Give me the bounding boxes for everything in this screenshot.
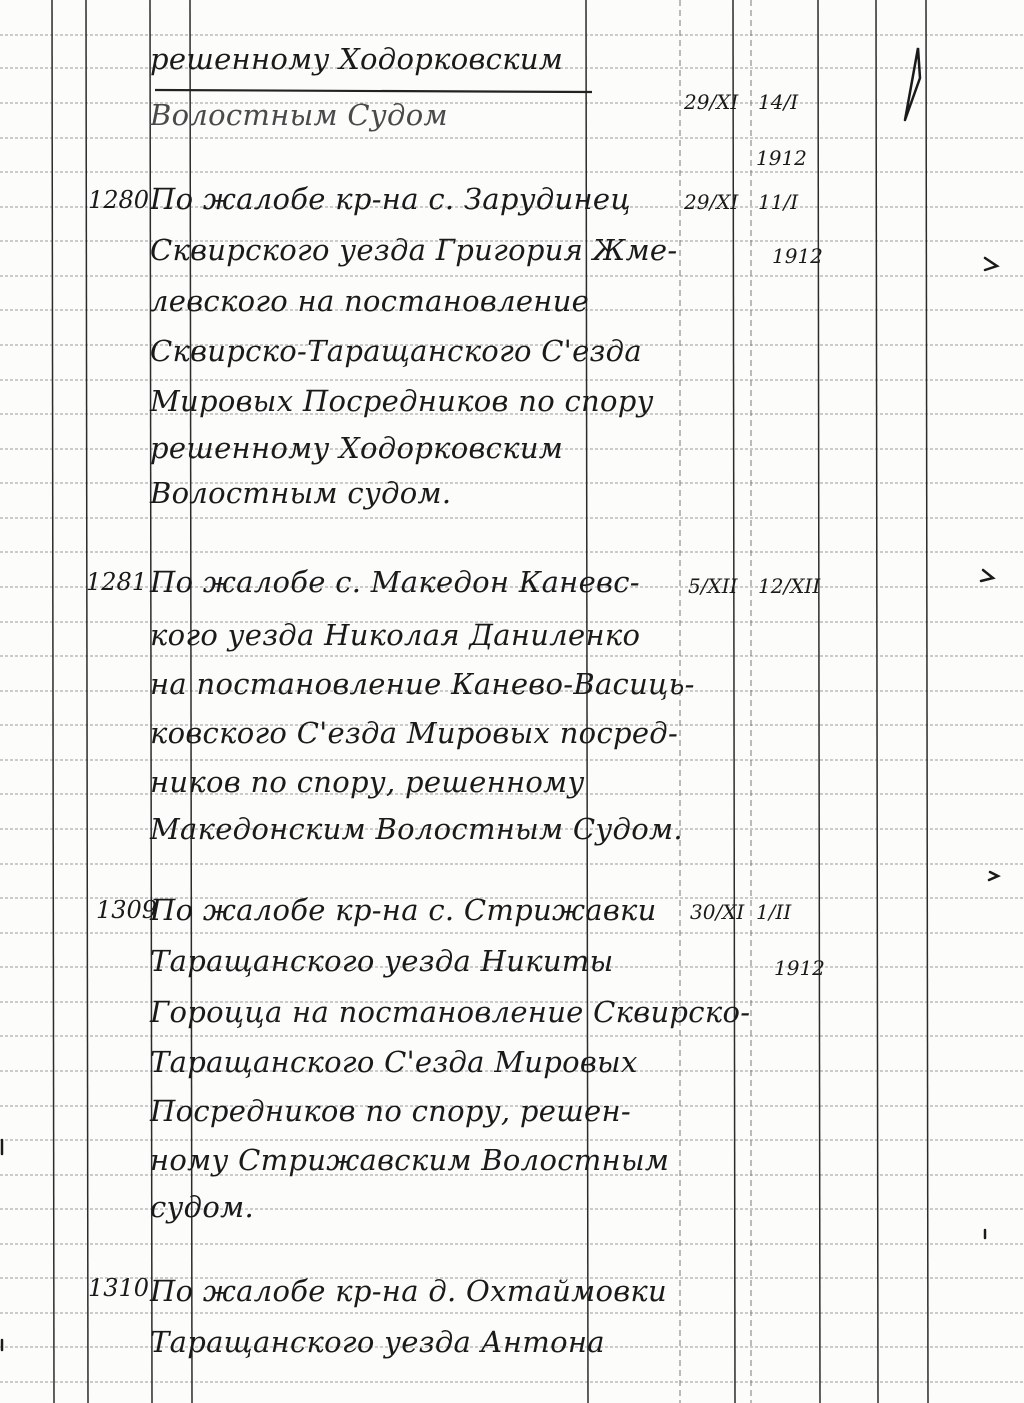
entry-2-line-1: По жалобе с. Македон Каневс- [150,565,640,599]
entry-3-line-7: судом. [150,1190,254,1224]
entry-2-line-2: кого уезда Николая Даниленко [150,618,641,652]
entry-1-line-5: Мировых Посредников по спору [150,384,654,418]
entry-0-line-2: Волостным Судом [150,98,448,132]
entry-1-line-1: По жалобе кр-на с. Зарудинец [150,182,631,216]
entry-1-line-6: решенному Ходорковским [150,431,564,465]
entry-0-date-decided: 14/I [758,90,799,114]
entry-3-date-decided: 1/II [756,900,792,924]
entry-0-year: 1912 [756,146,807,170]
entry-3-line-5: Посредников по спору, решен- [150,1094,631,1128]
entry-2-line-5: ников по спору, решенному [150,765,585,799]
entry-1-line-3: левского на постановление [150,284,590,318]
entry-2-line-6: Македонским Волостным Судом. [150,812,683,846]
entry-2-date-decided: 12/XII [758,574,821,598]
entry-3-number: 1309 [96,896,158,924]
entry-1-line-2: Сквирского уезда Григория Жме- [150,233,678,267]
entry-4-line-1: По жалобе кр-на д. Охтаймовки [150,1274,668,1308]
entry-1-date-decided: 11/I [758,190,799,214]
entry-3-date-received: 30/XI [690,900,745,924]
entry-3-line-2: Таращанского уезда Никиты [150,944,614,978]
entry-1-line-7: Волостным судом. [150,476,452,510]
entry-1-line-4: Сквирско-Таращанского С'езда [150,334,642,368]
entry-2-date-received: 5/XII [688,574,738,598]
entry-1-date-received: 29/XI [684,190,739,214]
entry-1-year: 1912 [772,244,823,268]
entry-2-line-3: на постановление Канево-Васиць- [150,667,695,701]
entry-2-line-4: ковского С'езда Мировых посред- [150,716,679,750]
entry-3-year: 1912 [774,956,825,980]
entry-3-line-4: Таращанского С'езда Мировых [150,1045,638,1079]
entry-1-number: 1280 [88,186,150,214]
entry-3-line-1: По жалобе кр-на с. Стрижавки [150,893,657,927]
entry-4-number: 1310 [88,1274,150,1302]
entry-0-date-received: 29/XI [684,90,739,114]
entry-3-line-6: ному Стрижавским Волостным [150,1143,670,1177]
entry-3-line-3: Гороцца на постановление Сквирско- [150,995,751,1029]
entry-4-line-2: Таращанского уезда Антона [150,1325,605,1359]
entry-0-line-1: решенному Ходорковским [150,42,564,76]
entry-2-number: 1281 [86,568,148,596]
